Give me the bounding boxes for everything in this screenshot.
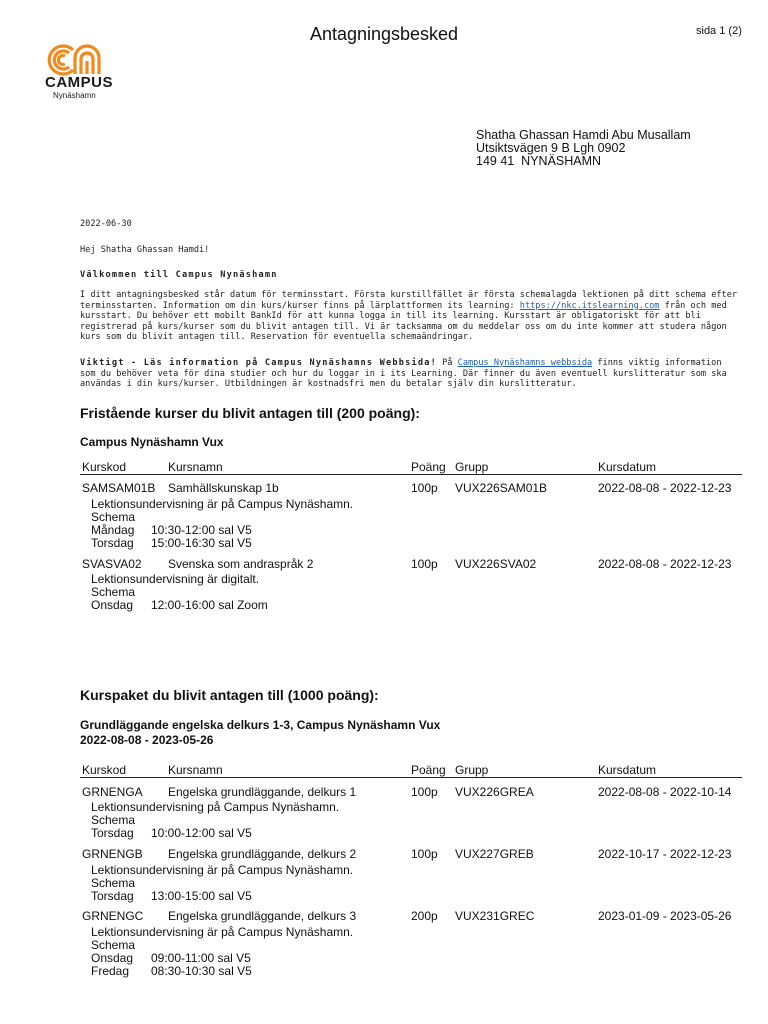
course-group: VUX231GREC bbox=[455, 909, 535, 923]
itslearning-link[interactable]: https://nkc.itslearning.com bbox=[519, 300, 660, 311]
schedule-label: Schema bbox=[91, 510, 136, 524]
intro-text-2: från och med kursstart. Du behöver ett mobilt BankId för att kunna logga in till its learning. Kursstart är obligatoriskt för att bli registrerad på kurs/kurser som du blivit antagen till. Vi är tacksamma om du meddelar oss om du inte kommer att studera någon kurs som du blivit antagen till. Reservation för eventuella schemaändringar. bbox=[80, 300, 727, 342]
important-mid: På bbox=[436, 358, 458, 368]
logo-subtitle: Nynäshamn bbox=[53, 91, 96, 100]
schedule-day: Torsdag bbox=[91, 536, 134, 550]
recipient-city: 149 41 NYNÄSHAMN bbox=[476, 154, 602, 168]
course-dates: 2022-08-08 - 2022-12-23 bbox=[598, 557, 732, 571]
schedule-time: 10:30-12:00 sal V5 bbox=[151, 523, 252, 537]
schedule-day: Måndag bbox=[91, 523, 135, 537]
course-dates: 2022-08-08 - 2022-10-14 bbox=[598, 785, 732, 799]
recipient-street: Utsiktsvägen 9 B Lgh 0902 bbox=[476, 141, 626, 155]
schedule-entry bbox=[91, 599, 268, 612]
col-kurskod: Kurskod bbox=[82, 460, 127, 474]
course-group: VUX226SAM01B bbox=[455, 481, 548, 495]
course-code: SAMSAM01B bbox=[82, 481, 156, 495]
schedule-entry bbox=[91, 890, 252, 903]
letter-date: 2022-06-30 bbox=[80, 219, 132, 229]
campus-website-link[interactable]: Campus Nynäshamns webbsida bbox=[457, 358, 593, 368]
course-points: 100p bbox=[411, 847, 438, 861]
course-note: Lektionsundervisning är på Campus Nynäshamn. bbox=[91, 863, 354, 877]
page-number: sida 1 (2) bbox=[696, 25, 742, 37]
campus-logo bbox=[45, 40, 115, 102]
schedule bbox=[91, 586, 268, 612]
schedule-day: Fredag bbox=[91, 964, 130, 978]
course-note: Lektionsundervisning är digitalt. bbox=[91, 572, 260, 586]
col-kursnamn: Kursnamn bbox=[168, 763, 223, 777]
course-code: SVASVA02 bbox=[82, 557, 142, 571]
important-paragraph bbox=[80, 358, 740, 390]
schedule-label: Schema bbox=[91, 938, 136, 952]
course-name: Engelska grundläggande, delkurs 3 bbox=[168, 909, 357, 923]
schedule-entry bbox=[91, 965, 252, 978]
school-name: Campus Nynäshamn Vux bbox=[80, 435, 224, 449]
course-points: 100p bbox=[411, 785, 438, 799]
package-name: Grundläggande engelska delkurs 1-3, Campus Nynäshamn Vux bbox=[80, 718, 441, 732]
course-name: Engelska grundläggande, delkurs 1 bbox=[168, 785, 357, 799]
course-group: VUX226GREA bbox=[455, 785, 534, 799]
course-note: Lektionsundervisning är på Campus Nynäshamn. bbox=[91, 925, 354, 939]
course-name: Engelska grundläggande, delkurs 2 bbox=[168, 847, 357, 861]
schedule bbox=[91, 939, 252, 978]
course-name: Svenska som andraspråk 2 bbox=[168, 557, 314, 571]
recipient-name: Shatha Ghassan Hamdi Abu Musallam bbox=[476, 128, 691, 142]
package-dates: 2022-08-08 - 2023-05-26 bbox=[80, 733, 214, 747]
col-kurskod: Kurskod bbox=[82, 763, 127, 777]
document-title: Antagningsbesked bbox=[309, 24, 459, 44]
col-kursdatum: Kursdatum bbox=[598, 460, 657, 474]
course-dates: 2022-08-08 - 2022-12-23 bbox=[598, 481, 732, 495]
schedule-label: Schema bbox=[91, 813, 136, 827]
welcome-heading: Välkommen till Campus Nynäshamn bbox=[80, 270, 278, 280]
greeting: Hej Shatha Ghassan Hamdi! bbox=[80, 245, 210, 255]
intro-text-1: I ditt antagningsbesked står datum för terminsstart. Första kurstillfället är första schemalagda lektionen på ditt schema efter terminsstarten. Information om din kurs/kurser finns på lärplattformen its learning: bbox=[80, 290, 738, 311]
schedule-time: 08:30-10:30 sal V5 bbox=[151, 964, 252, 978]
schedule-day: Torsdag bbox=[91, 826, 134, 840]
table-divider bbox=[80, 474, 742, 475]
important-label: Viktigt - Läs information på Campus Nynäshamns Webbsida! bbox=[80, 358, 437, 368]
col-poang: Poäng bbox=[411, 763, 446, 777]
course-dates: 2022-10-17 - 2022-12-23 bbox=[598, 847, 732, 861]
schedule-label: Schema bbox=[91, 876, 136, 890]
course-name: Samhällskunskap 1b bbox=[168, 481, 279, 495]
schedule-entry bbox=[91, 537, 252, 550]
table-divider bbox=[80, 777, 742, 778]
schedule-time: 15:00-16:30 sal V5 bbox=[151, 536, 252, 550]
course-points: 200p bbox=[411, 909, 438, 923]
col-grupp: Grupp bbox=[455, 460, 489, 474]
intro-paragraph bbox=[80, 290, 740, 343]
col-poang: Poäng bbox=[411, 460, 446, 474]
logo-word: CAMPUS bbox=[45, 74, 114, 91]
course-note: Lektionsundervisning är på Campus Nynäshamn. bbox=[91, 497, 354, 511]
col-kursnamn: Kursnamn bbox=[168, 460, 223, 474]
course-code: GRNENGA bbox=[82, 785, 143, 799]
course-group: VUX226SVA02 bbox=[455, 557, 537, 571]
section-heading-standalone: Fristående kurser du blivit antagen till (200 poäng): bbox=[80, 405, 420, 421]
schedule-time: 12:00-16:00 sal Zoom bbox=[151, 598, 268, 612]
important-text: finns viktig information som du behöver veta för dina studier och hur du loggar in i its Learning. Där finner du även eventuell kurslitteratur som ska användas i din kurs/kurser. Utbildningen är kostnadsfri men du betalar själv din kurslitteratur. bbox=[80, 358, 727, 389]
course-dates: 2023-01-09 - 2023-05-26 bbox=[598, 909, 732, 923]
schedule-time: 10:00-12:00 sal V5 bbox=[151, 826, 252, 840]
course-points: 100p bbox=[411, 557, 438, 571]
schedule bbox=[91, 814, 252, 840]
campus-logo-mark-icon bbox=[45, 40, 115, 76]
course-code: GRNENGB bbox=[82, 847, 143, 861]
schedule-day: Onsdag bbox=[91, 951, 134, 965]
schedule-label: Schema bbox=[91, 585, 136, 599]
schedule-entry bbox=[91, 827, 252, 840]
course-points: 100p bbox=[411, 481, 438, 495]
course-group: VUX227GREB bbox=[455, 847, 534, 861]
schedule-time: 13:00-15:00 sal V5 bbox=[151, 889, 252, 903]
col-kursdatum: Kursdatum bbox=[598, 763, 657, 777]
schedule bbox=[91, 511, 252, 550]
course-code: GRNENGC bbox=[82, 909, 144, 923]
schedule bbox=[91, 877, 252, 903]
schedule-time: 09:00-11:00 sal V5 bbox=[151, 951, 251, 965]
section-heading-package: Kurspaket du blivit antagen till (1000 poäng): bbox=[80, 687, 379, 703]
col-grupp: Grupp bbox=[455, 763, 489, 777]
recipient-address bbox=[476, 129, 691, 168]
schedule-day: Torsdag bbox=[91, 889, 134, 903]
course-note: Lektionsundervisning på Campus Nynäshamn. bbox=[91, 800, 340, 814]
schedule-day: Onsdag bbox=[91, 598, 134, 612]
